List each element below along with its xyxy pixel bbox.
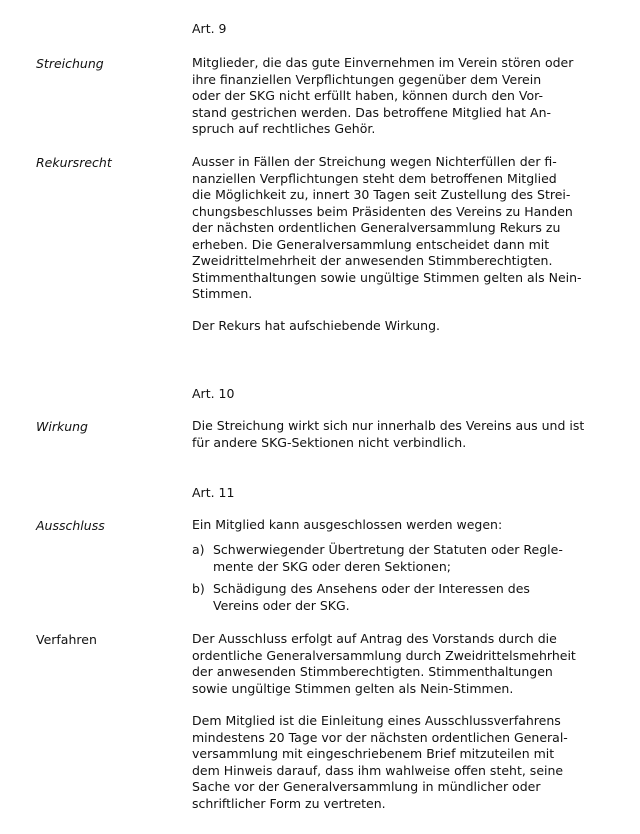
streichung-label: Streichung — [36, 56, 104, 71]
text-line: erheben. Die Generalversammlung entscheidet dann mit — [192, 236, 550, 252]
text-line: Sache vor der Generalversammlung in mündlicher oder — [192, 779, 541, 794]
list-marker: a) — [192, 542, 205, 557]
text-line: mente der SKG oder deren Sektionen; — [213, 558, 451, 574]
text-line: nanziellen Verpflichtungen steht dem betroffenen Mitglied — [192, 170, 557, 186]
text-line: Stimmen. — [192, 286, 253, 301]
rekursrecht-label: Rekursrecht — [36, 155, 112, 170]
text-line: Ausser in Fällen der Streichung wegen Nichterfüllen der fi- — [192, 154, 557, 169]
text-line: mindestens 20 Tage vor der nächsten ordentlichen General- — [192, 729, 568, 745]
text-line: der anwesenden Stimmberechtigten. Stimmenthaltungen — [192, 664, 553, 679]
art11-heading: Art. 11 — [192, 485, 235, 500]
text-line: chungsbeschlusses beim Präsidenten des Vereins zu Handen — [192, 203, 573, 219]
verfahren-text-2 — [192, 713, 587, 812]
text-line: ordentliche Generalversammlung durch Zweidrittelsmehrheit — [192, 647, 576, 663]
wirkung-text — [192, 418, 587, 451]
ausschluss-intro: Ein Mitglied kann ausgeschlossen werden wegen: — [192, 517, 503, 532]
text-line: Die Streichung wirkt sich nur innerhalb des Vereins aus und ist — [192, 418, 585, 433]
text-line: Schwerwiegender Übertretung der Statuten oder Regle- — [213, 542, 563, 557]
rekursrecht-text — [192, 154, 587, 303]
text-line: die Möglichkeit zu, innert 30 Tagen seit Zustellung des Strei- — [192, 187, 571, 202]
text-line: stand gestrichen werden. Das betroffene Mitglied hat An- — [192, 104, 552, 120]
rekurs-note: Der Rekurs hat aufschiebende Wirkung. — [192, 318, 441, 333]
text-line: Mitglieder, die das gute Einvernehmen im Verein stören oder — [192, 55, 574, 70]
list-marker: b) — [192, 581, 205, 596]
text-line: Der Ausschluss erfolgt auf Antrag des Vorstands durch die — [192, 631, 557, 646]
text-line: Zweidrittelmehrheit der anwesenden Stimmberechtigten. — [192, 253, 553, 268]
streichung-text — [192, 55, 587, 138]
text-line: Schädigung des Ansehens oder der Interessen des — [213, 581, 530, 596]
verfahren-label: Verfahren — [36, 632, 97, 647]
art9-heading: Art. 9 — [192, 21, 227, 36]
text-line: spruch auf rechtliches Gehör. — [192, 121, 376, 136]
text-line: dem Hinweis darauf, dass ihm wahlweise offen steht, seine — [192, 762, 564, 778]
text-line: sowie ungültige Stimmen gelten als Nein-Stimmen. — [192, 680, 514, 696]
text-line: Stimmenthaltungen sowie ungültige Stimmen gelten als Nein- — [192, 269, 582, 285]
wirkung-label: Wirkung — [36, 419, 88, 434]
text-line: für andere SKG-Sektionen nicht verbindlich. — [192, 434, 467, 450]
text-line: Dem Mitglied ist die Einleitung eines Ausschlussverfahrens — [192, 713, 561, 728]
text-line: versammlung mit eingeschriebenem Brief mitzuteilen mit — [192, 746, 555, 761]
ausschluss-label: Ausschluss — [36, 518, 105, 533]
text-line: Vereins oder der SKG. — [213, 597, 350, 613]
text-line: ihre finanziellen Verpflichtungen gegenüber dem Verein — [192, 71, 542, 87]
text-line: oder der SKG nicht erfüllt haben, können durch den Vor- — [192, 88, 543, 103]
text-line: der nächsten ordentlichen Generalversammlung Rekurs zu — [192, 220, 561, 235]
verfahren-text-1 — [192, 631, 587, 697]
art10-heading: Art. 10 — [192, 386, 235, 401]
text-line: schriftlicher Form zu vertreten. — [192, 795, 386, 811]
